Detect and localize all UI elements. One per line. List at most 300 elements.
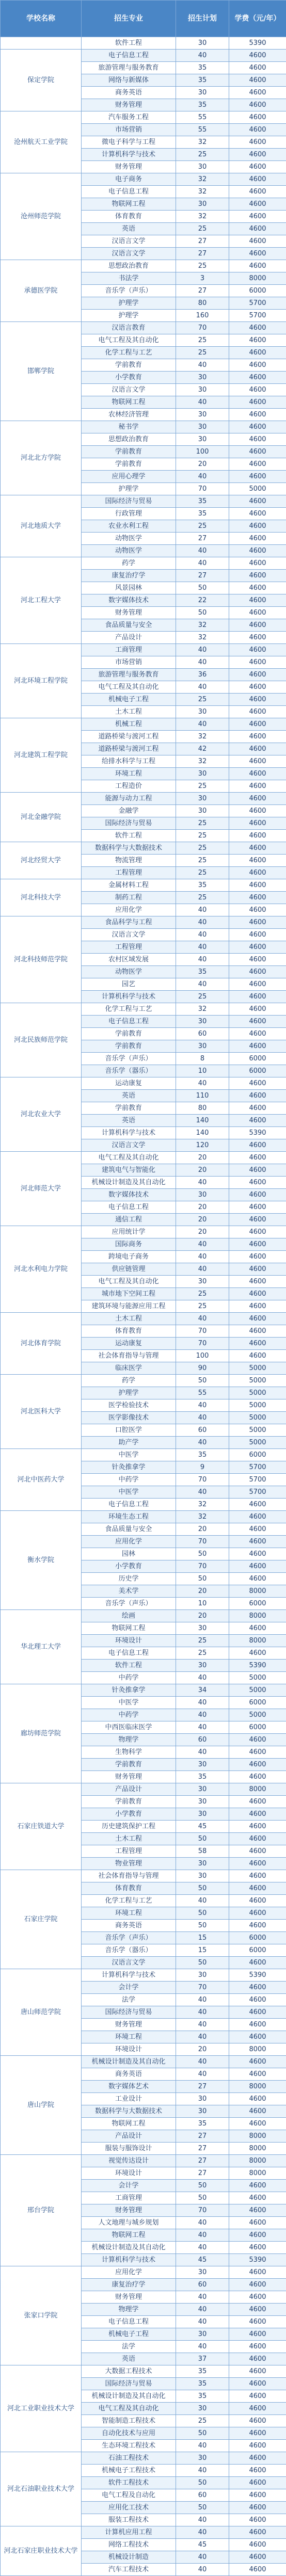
- tuition-cell: 4600: [229, 929, 286, 941]
- plan-cell: 40: [176, 545, 229, 557]
- major-cell: 思想政治教育: [82, 260, 176, 272]
- plan-cell: 27: [176, 2081, 229, 2093]
- major-cell: 通信工程: [82, 1214, 176, 1226]
- tuition-cell: 6000: [229, 1598, 286, 1610]
- tuition-cell: 5700: [229, 310, 286, 322]
- plan-cell: 30: [176, 161, 229, 173]
- tuition-cell: 4600: [229, 1350, 286, 1362]
- major-cell: 园艺: [82, 978, 176, 991]
- tuition-cell: 4600: [229, 1226, 286, 1238]
- tuition-cell: 4600: [229, 50, 286, 62]
- tuition-cell: 6000: [229, 1449, 286, 1461]
- plan-cell: 30: [176, 1040, 229, 1053]
- tuition-cell: 4600: [229, 1982, 286, 1994]
- major-cell: 电子信息工程: [82, 2316, 176, 2328]
- major-cell: 电气工程及其自动化: [82, 334, 176, 347]
- plan-cell: 40: [176, 2229, 229, 2242]
- plan-cell: 40: [176, 656, 229, 669]
- plan-cell: 140: [176, 1115, 229, 1127]
- plan-cell: 25: [176, 223, 229, 235]
- table-row: [1, 557, 286, 570]
- plan-cell: 32: [176, 1003, 229, 1016]
- table-row: [1, 1449, 286, 1461]
- tuition-cell: 4600: [229, 495, 286, 508]
- plan-cell: 40: [176, 1994, 229, 2006]
- tuition-cell: 4600: [229, 2465, 286, 2477]
- major-cell: 视觉传达设计: [82, 2155, 176, 2167]
- tuition-cell: 4600: [229, 2365, 286, 2378]
- plan-cell: 40: [176, 1313, 229, 1325]
- table-row: [1, 1684, 286, 1697]
- major-cell: 商务英语: [82, 87, 176, 99]
- plan-cell: 90: [176, 1362, 229, 1375]
- tuition-cell: 4600: [229, 2551, 286, 2564]
- major-cell: 财务管理: [82, 2019, 176, 2031]
- major-cell: 动物医学: [82, 545, 176, 557]
- table-row: [1, 111, 286, 124]
- tuition-cell: 4600: [229, 124, 286, 136]
- plan-cell: 40: [176, 1238, 229, 1251]
- plan-cell: 60: [176, 2489, 229, 2502]
- plan-cell: 40: [176, 941, 229, 954]
- major-cell: 应用化工技术: [82, 2502, 176, 2514]
- tuition-cell: 4600: [229, 941, 286, 954]
- major-cell: 音乐学（声乐）: [82, 1598, 176, 1610]
- tuition-cell: 4600: [229, 111, 286, 124]
- school-name: 河北医科大学: [1, 1375, 82, 1449]
- major-cell: 中医学: [82, 1697, 176, 1709]
- plan-cell: 27: [176, 2143, 229, 2155]
- plan-cell: 30: [176, 1783, 229, 1796]
- tuition-cell: 4600: [229, 2415, 286, 2427]
- tuition-cell: 4600: [229, 966, 286, 978]
- tuition-cell: 4600: [229, 334, 286, 347]
- major-cell: 计算机科学与技术: [82, 2254, 176, 2266]
- major-cell: 护理学: [82, 1387, 176, 1399]
- school-name: 邯郸学院: [1, 322, 82, 421]
- major-cell: 制药工程: [82, 892, 176, 904]
- tuition-cell: 4600: [229, 1177, 286, 1189]
- plan-cell: 70: [176, 1982, 229, 1994]
- tuition-cell: 4600: [229, 186, 286, 198]
- plan-cell: 55: [176, 1387, 229, 1399]
- plan-cell: 25: [176, 149, 229, 161]
- school-name: 廊坊师范学院: [1, 1684, 82, 1783]
- plan-cell: 27: [176, 570, 229, 582]
- major-cell: 历史建筑保护工程: [82, 1821, 176, 1833]
- tuition-cell: 4600: [229, 1003, 286, 1016]
- plan-cell: 60: [176, 2279, 229, 2291]
- plan-cell: 40: [176, 2006, 229, 2019]
- major-cell: 生态环境工程技术: [82, 2440, 176, 2452]
- tuition-cell: 4600: [229, 2390, 286, 2403]
- plan-cell: 70: [176, 1474, 229, 1486]
- major-cell: 动物医学: [82, 966, 176, 978]
- tuition-cell: 4600: [229, 1882, 286, 1895]
- plan-cell: 20: [176, 1523, 229, 1536]
- plan-cell: 25: [176, 1300, 229, 1313]
- major-cell: 物理学: [82, 2304, 176, 2316]
- tuition-cell: 4600: [229, 1573, 286, 1585]
- tuition-cell: 8000: [229, 1783, 286, 1796]
- plan-cell: 27: [176, 533, 229, 545]
- plan-cell: 32: [176, 755, 229, 768]
- major-cell: 工业设计: [82, 2093, 176, 2105]
- tuition-cell: 4600: [229, 755, 286, 768]
- major-cell: 口腔医学: [82, 1424, 176, 1437]
- tuition-cell: 4600: [229, 2440, 286, 2452]
- header-school: 学校名称: [1, 1, 82, 37]
- tuition-cell: 4600: [229, 1821, 286, 1833]
- major-cell: 建筑环境与能源应用工程: [82, 1300, 176, 1313]
- major-cell: 体育教育: [82, 1882, 176, 1895]
- major-cell: 旅游管理与服务教育: [82, 62, 176, 74]
- major-cell: 机械设计制造及其自动化: [82, 1177, 176, 1189]
- school-name: 华北理工大学: [1, 1610, 82, 1684]
- tuition-cell: 4600: [229, 99, 286, 111]
- major-cell: 电子信息工程: [82, 1016, 176, 1028]
- major-cell: 体育教育: [82, 211, 176, 223]
- school-name: 衡水学院: [1, 1511, 82, 1610]
- school-name: 河北建筑工程学院: [1, 718, 82, 793]
- plan-cell: 30: [176, 1759, 229, 1771]
- plan-cell: 35: [176, 508, 229, 520]
- plan-cell: 25: [176, 1288, 229, 1300]
- plan-cell: 42: [176, 743, 229, 755]
- school-name: 河北北方学院: [1, 421, 82, 495]
- tuition-cell: 4600: [229, 396, 286, 409]
- major-cell: 物联网工程: [82, 2118, 176, 2130]
- major-cell: 学前教育: [82, 1040, 176, 1053]
- tuition-cell: 5000: [229, 1437, 286, 1449]
- table-row: [1, 1226, 286, 1238]
- major-cell: 财务管理: [82, 2204, 176, 2217]
- tuition-cell: 4600: [229, 743, 286, 755]
- plan-cell: 20: [176, 1152, 229, 1164]
- plan-cell: 32: [176, 1511, 229, 1523]
- tuition-cell: 6000: [229, 1932, 286, 1944]
- major-cell: 机械设计制造及其自动化: [82, 2056, 176, 2068]
- plan-cell: 32: [176, 619, 229, 632]
- major-cell: 书法学: [82, 272, 176, 285]
- plan-cell: 30: [176, 1622, 229, 1635]
- tuition-cell: 4600: [229, 149, 286, 161]
- tuition-cell: 4600: [229, 2526, 286, 2539]
- major-cell: 学前教育: [82, 1028, 176, 1040]
- tuition-cell: 8000: [229, 1585, 286, 1598]
- plan-cell: 40: [176, 1263, 229, 1276]
- plan-cell: 30: [176, 433, 229, 446]
- tuition-cell: 4600: [229, 570, 286, 582]
- tuition-cell: 4600: [229, 1102, 286, 1115]
- major-cell: 医学影像技术: [82, 1412, 176, 1424]
- plan-cell: 30: [176, 1858, 229, 1870]
- major-cell: 中药学: [82, 1709, 176, 1721]
- major-cell: 产品设计: [82, 1783, 176, 1796]
- major-cell: 工程造价: [82, 780, 176, 793]
- plan-cell: 35: [176, 2365, 229, 2378]
- tuition-cell: 4600: [229, 1276, 286, 1288]
- plan-cell: 30: [176, 1276, 229, 1288]
- table-row: [1, 1870, 286, 1882]
- major-cell: 运动康复: [82, 1077, 176, 1090]
- table-row: [1, 1152, 286, 1164]
- major-cell: 中医学: [82, 1486, 176, 1499]
- tuition-cell: 5000: [229, 483, 286, 495]
- major-cell: 汉语言文学: [82, 1957, 176, 1969]
- tuition-cell: 4600: [229, 632, 286, 644]
- school-name: 石家庄铁道大学: [1, 1783, 82, 1870]
- major-cell: 汽车服务工程: [82, 111, 176, 124]
- plan-cell: 30: [176, 793, 229, 805]
- major-cell: 法学: [82, 2341, 176, 2353]
- table-row: [1, 1783, 286, 1796]
- tuition-cell: 4600: [229, 1920, 286, 1932]
- tuition-cell: 5390: [229, 1127, 286, 1139]
- plan-cell: 27: [176, 285, 229, 297]
- major-cell: 财务管理: [82, 607, 176, 619]
- plan-cell: 40: [176, 1486, 229, 1499]
- plan-cell: 50: [176, 2502, 229, 2514]
- plan-cell: 35: [176, 99, 229, 111]
- tuition-cell: 5000: [229, 1362, 286, 1375]
- plan-cell: 40: [176, 557, 229, 570]
- tuition-cell: 4600: [229, 1028, 286, 1040]
- table-row: [1, 1511, 286, 1523]
- tuition-cell: 4600: [229, 991, 286, 1003]
- major-cell: 财务管理: [82, 1771, 176, 1783]
- major-cell: 社会体育指导与管理: [82, 1350, 176, 1362]
- plan-cell: 110: [176, 1090, 229, 1102]
- plan-cell: 40: [176, 50, 229, 62]
- tuition-cell: 4600: [229, 2031, 286, 2043]
- tuition-cell: 5000: [229, 1424, 286, 1437]
- major-cell: 电气工程及其自动化: [82, 1276, 176, 1288]
- major-cell: 物流管理: [82, 855, 176, 867]
- major-cell: 物联网工程: [82, 396, 176, 409]
- school-name: 河北体育学院: [1, 1313, 82, 1375]
- tuition-cell: 4600: [229, 1139, 286, 1152]
- plan-cell: 40: [176, 954, 229, 966]
- table-row: [1, 421, 286, 433]
- plan-cell: 32: [176, 731, 229, 743]
- major-cell: 小学教育: [82, 372, 176, 384]
- plan-cell: 30: [176, 2266, 229, 2279]
- tuition-cell: 5700: [229, 297, 286, 310]
- tuition-cell: 4600: [229, 2056, 286, 2068]
- tuition-cell: 4600: [229, 1523, 286, 1536]
- tuition-cell: 4600: [229, 594, 286, 607]
- major-cell: 物业管理: [82, 1858, 176, 1870]
- plan-cell: 40: [176, 2526, 229, 2539]
- tuition-cell: 4600: [229, 446, 286, 458]
- tuition-cell: 4600: [229, 1115, 286, 1127]
- plan-cell: 25: [176, 347, 229, 359]
- major-cell: 物联网工程: [82, 1622, 176, 1635]
- school-name: 邢台学院: [1, 2155, 82, 2266]
- major-cell: 临床医学: [82, 1362, 176, 1375]
- plan-cell: 30: [176, 421, 229, 433]
- tuition-cell: 4600: [229, 384, 286, 396]
- plan-cell: 30: [176, 1796, 229, 1808]
- tuition-cell: 4600: [229, 2229, 286, 2242]
- tuition-cell: 4600: [229, 805, 286, 817]
- school-name: 石家庄学院: [1, 1870, 82, 1969]
- plan-cell: 15: [176, 1932, 229, 1944]
- tuition-cell: 4600: [229, 248, 286, 260]
- major-cell: 城市地下空间工程: [82, 1288, 176, 1300]
- plan-cell: 40: [176, 681, 229, 694]
- major-cell: 英语: [82, 223, 176, 235]
- plan-cell: 30: [176, 37, 229, 50]
- major-cell: 环境设计: [82, 2043, 176, 2056]
- tuition-cell: 4600: [229, 2489, 286, 2502]
- plan-cell: 9: [176, 1461, 229, 1474]
- major-cell: 音乐学（声乐）: [82, 1053, 176, 1065]
- major-cell: 电子商务: [82, 173, 176, 186]
- major-cell: 环境设计: [82, 1635, 176, 1647]
- plan-cell: 40: [176, 2551, 229, 2564]
- plan-cell: 70: [176, 1536, 229, 1548]
- plan-cell: 40: [176, 2291, 229, 2304]
- plan-cell: 35: [176, 495, 229, 508]
- major-cell: 物联网工程: [82, 2229, 176, 2242]
- major-cell: 学前教育: [82, 1796, 176, 1808]
- major-cell: 环境工程: [82, 2031, 176, 2043]
- plan-cell: 70: [176, 2204, 229, 2217]
- plan-cell: 40: [176, 1672, 229, 1684]
- plan-cell: 40: [176, 1437, 229, 1449]
- header-major: 招生专业: [82, 1, 176, 37]
- major-cell: 电子信息工程: [82, 1499, 176, 1511]
- school-name: 河北水利电力学院: [1, 1226, 82, 1313]
- tuition-cell: 4600: [229, 2341, 286, 2353]
- plan-cell: 25: [176, 817, 229, 830]
- tuition-cell: 4600: [229, 731, 286, 743]
- tuition-cell: 4600: [229, 1957, 286, 1969]
- plan-cell: 160: [176, 310, 229, 322]
- plan-cell: 25: [176, 780, 229, 793]
- major-cell: 绘画: [82, 1610, 176, 1622]
- plan-cell: 27: [176, 2167, 229, 2180]
- plan-cell: 37: [176, 2353, 229, 2365]
- plan-cell: 15: [176, 1944, 229, 1957]
- plan-cell: 100: [176, 446, 229, 458]
- tuition-cell: 4600: [229, 2353, 286, 2365]
- major-cell: 电气工程及其自动化: [82, 681, 176, 694]
- tuition-cell: 4600: [229, 904, 286, 916]
- plan-cell: 10: [176, 1598, 229, 1610]
- plan-cell: 70: [176, 1560, 229, 1573]
- tuition-cell: 4600: [229, 2006, 286, 2019]
- school-name: 河北经贸大学: [1, 842, 82, 879]
- tuition-cell: 4600: [229, 1164, 286, 1177]
- plan-cell: 32: [176, 1499, 229, 1511]
- tuition-cell: 4600: [229, 235, 286, 248]
- tuition-cell: 8000: [229, 1635, 286, 1647]
- major-cell: 会计学: [82, 1982, 176, 1994]
- plan-cell: 50: [176, 1548, 229, 1560]
- plan-cell: 50: [176, 1920, 229, 1932]
- tuition-cell: 4600: [229, 2539, 286, 2551]
- plan-cell: 35: [176, 2378, 229, 2390]
- major-cell: 机械工程: [82, 718, 176, 731]
- major-cell: 化学工程与工艺: [82, 1003, 176, 1016]
- table-row: [1, 2155, 286, 2167]
- major-cell: 数字媒体技术: [82, 1189, 176, 1201]
- school-name: [1, 37, 82, 50]
- tuition-cell: 4600: [229, 1808, 286, 1821]
- plan-cell: 30: [176, 1660, 229, 1672]
- plan-cell: 50: [176, 2427, 229, 2440]
- tuition-cell: 4600: [229, 471, 286, 483]
- tuition-cell: 4600: [229, 433, 286, 446]
- plan-cell: 70: [176, 483, 229, 495]
- major-cell: 法学: [82, 1994, 176, 2006]
- major-cell: 应用化学: [82, 1536, 176, 1548]
- major-cell: 机械设计制造及其自动化: [82, 2390, 176, 2403]
- major-cell: 计算机科学与技术: [82, 1127, 176, 1139]
- major-cell: 数据科学与大数据技术: [82, 2105, 176, 2118]
- major-cell: 汉语言文学: [82, 1139, 176, 1152]
- plan-cell: 25: [176, 520, 229, 533]
- tuition-cell: 4600: [229, 74, 286, 87]
- major-cell: 农林经济管理: [82, 409, 176, 421]
- tuition-cell: 4600: [229, 1858, 286, 1870]
- plan-cell: 80: [176, 297, 229, 310]
- tuition-cell: 4600: [229, 892, 286, 904]
- tuition-cell: 4600: [229, 1338, 286, 1350]
- school-name: 河北民族师范学院: [1, 1003, 82, 1077]
- major-cell: 网络与新媒体: [82, 74, 176, 87]
- major-cell: 工程管理: [82, 867, 176, 879]
- school-name: 河北石家庄职业技术大学: [1, 2526, 82, 2576]
- major-cell: 数据科学与大数据技术: [82, 842, 176, 855]
- tuition-cell: 4600: [229, 1077, 286, 1090]
- plan-cell: 20: [176, 1226, 229, 1238]
- plan-cell: 120: [176, 1139, 229, 1152]
- plan-cell: 40: [176, 978, 229, 991]
- tuition-cell: 4600: [229, 409, 286, 421]
- major-cell: 软件工程: [82, 830, 176, 842]
- major-cell: 国际经济与贸易: [82, 817, 176, 830]
- major-cell: 运动康复: [82, 1338, 176, 1350]
- school-name: 河北工业职业技术大学: [1, 2365, 82, 2452]
- plan-cell: 100: [176, 1350, 229, 1362]
- tuition-cell: 4600: [229, 1300, 286, 1313]
- table-row: [1, 2526, 286, 2539]
- major-cell: 智能制造工程技术: [82, 2415, 176, 2427]
- plan-cell: 30: [176, 1016, 229, 1028]
- major-cell: 学前教育: [82, 458, 176, 471]
- plan-cell: 58: [176, 1845, 229, 1858]
- plan-cell: 60: [176, 1028, 229, 1040]
- tuition-cell: 6000: [229, 1053, 286, 1065]
- table-row: [1, 173, 286, 186]
- major-cell: 计算机科学与技术: [82, 991, 176, 1003]
- plan-cell: 40: [176, 2440, 229, 2452]
- plan-cell: 40: [176, 1697, 229, 1709]
- major-cell: 土木工程: [82, 1833, 176, 1845]
- major-cell: 电子信息工程: [82, 186, 176, 198]
- plan-cell: 30: [176, 372, 229, 384]
- major-cell: 英语: [82, 2353, 176, 2365]
- tuition-cell: 4600: [229, 533, 286, 545]
- tuition-cell: 4600: [229, 2068, 286, 2081]
- school-name: 张家口学院: [1, 2266, 82, 2365]
- tuition-cell: 4600: [229, 508, 286, 520]
- tuition-cell: 4600: [229, 2093, 286, 2105]
